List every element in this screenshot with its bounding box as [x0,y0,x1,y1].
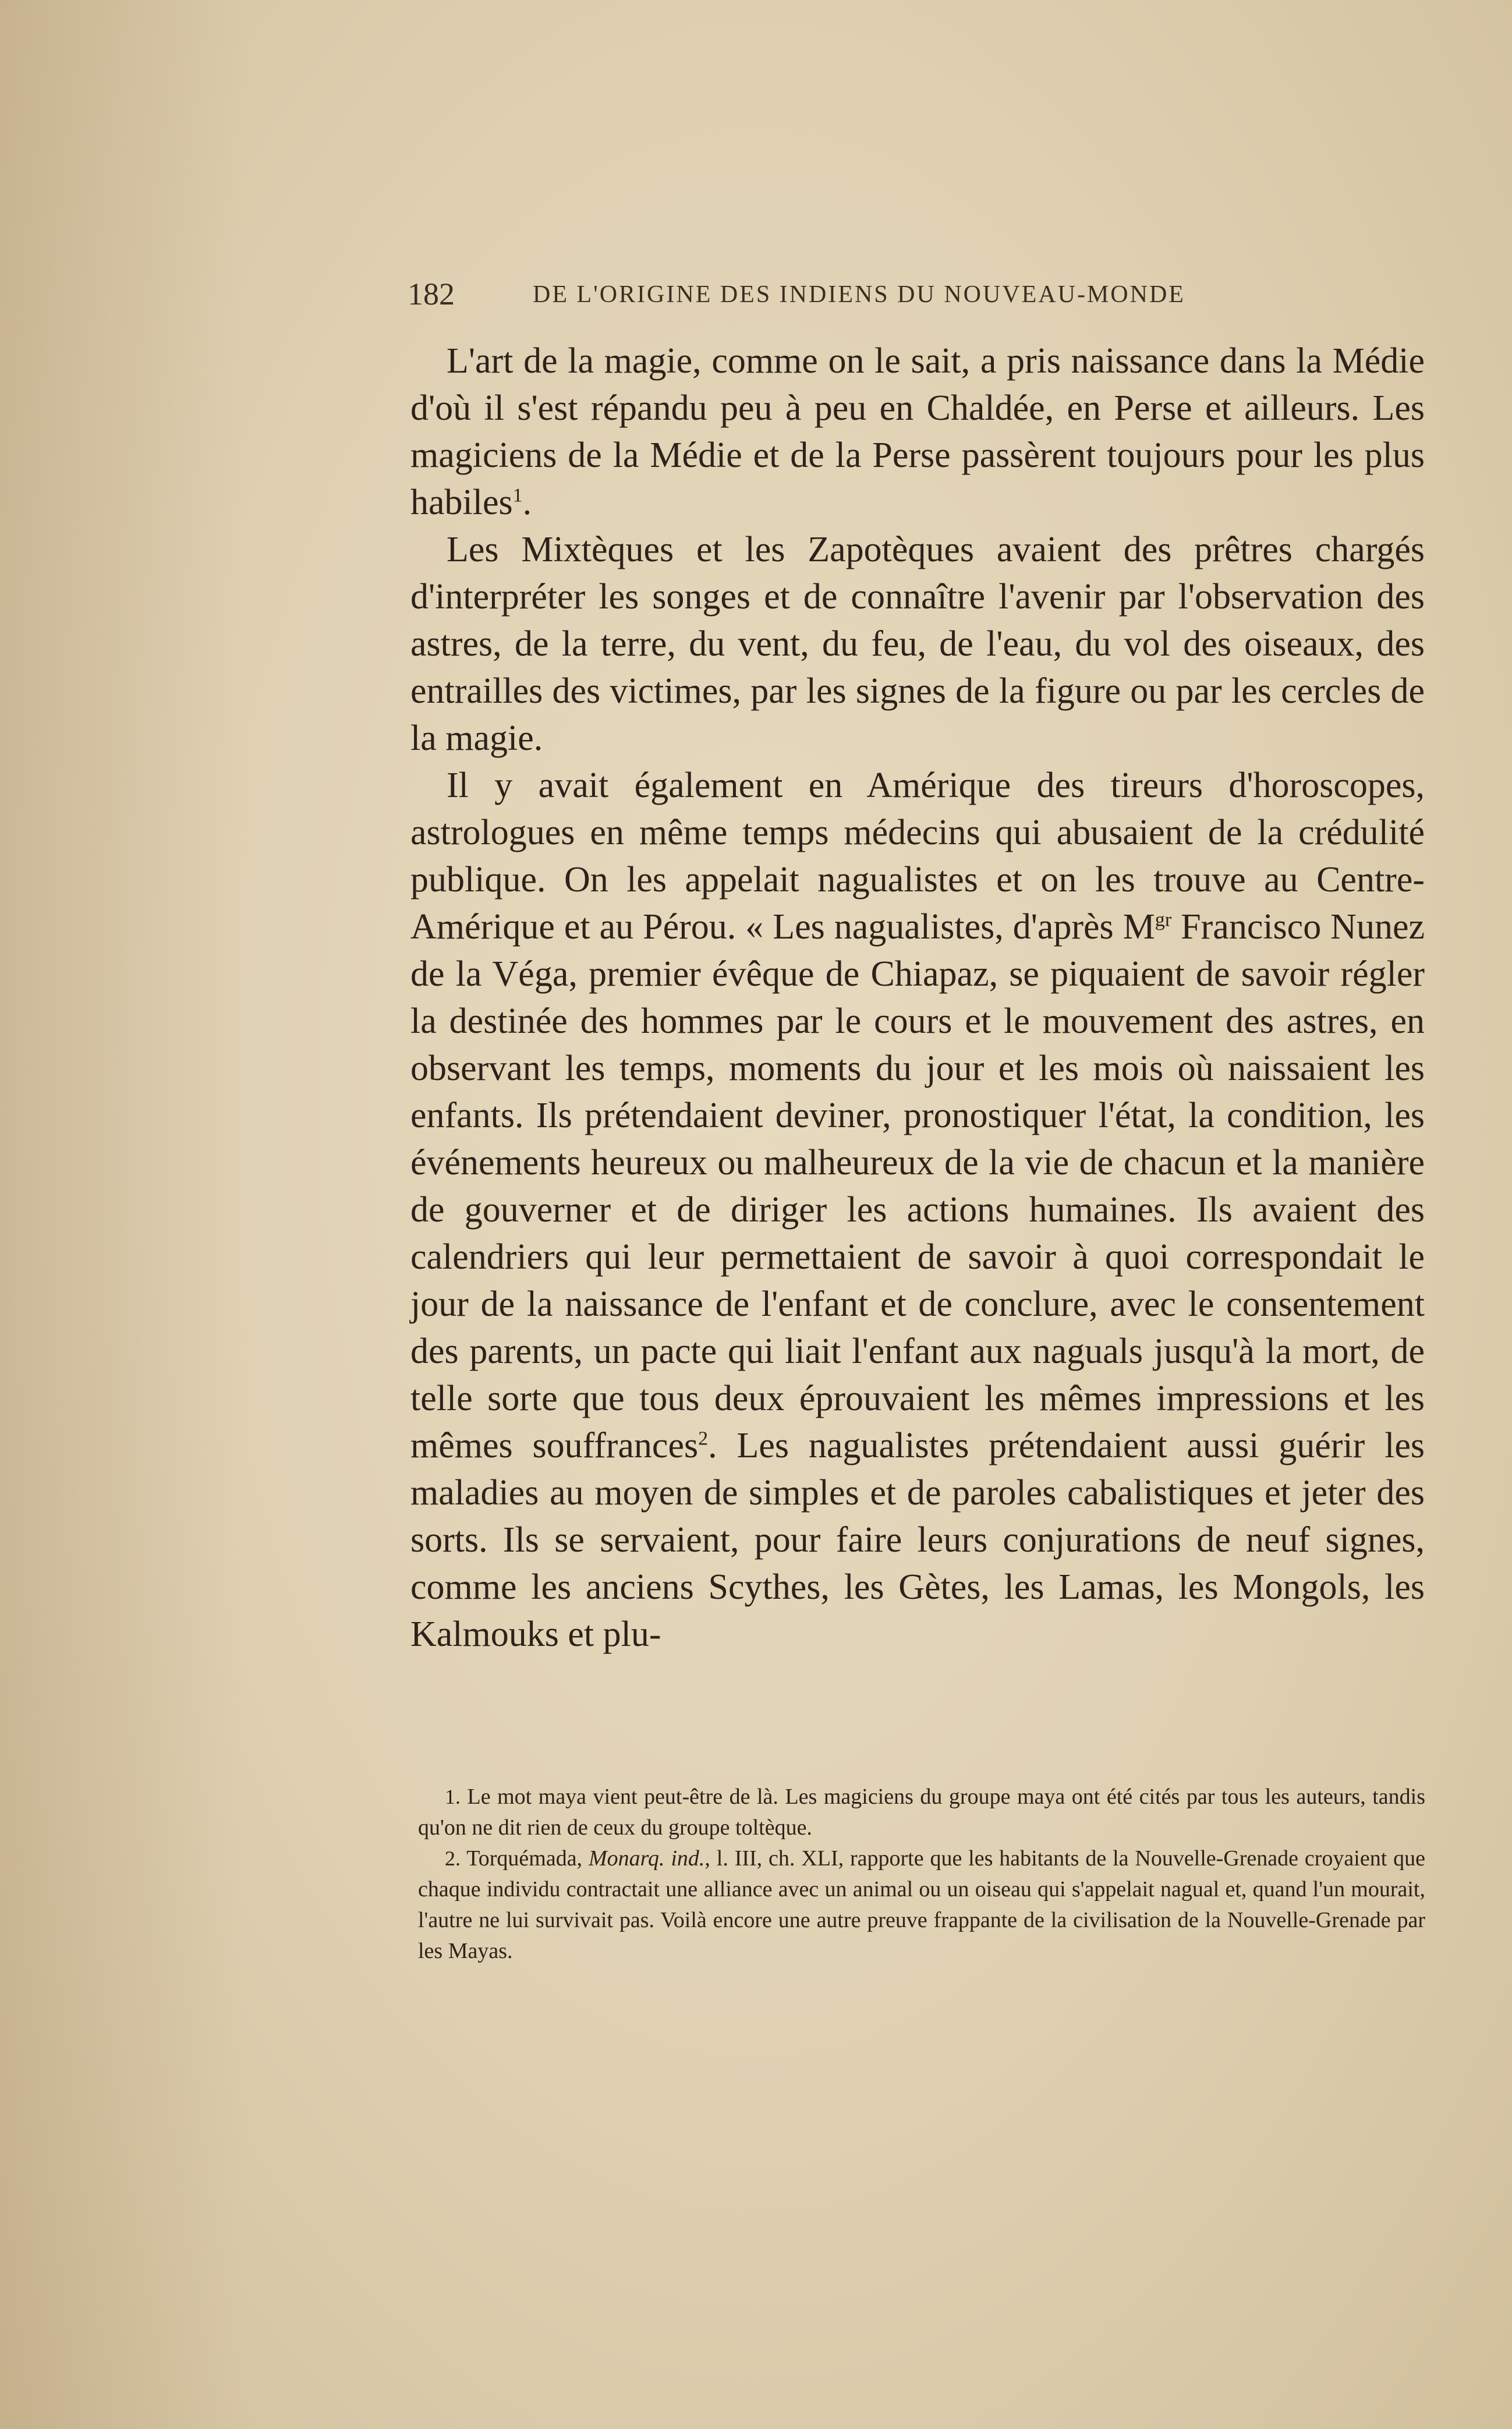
paragraph-2: Les Mixtèques et les Zapotèques avaient des prêtres chargés d'interpréter les songes et de connaître l'avenir par l'observation des astres, de la terre, du vent, du feu, de l'eau, du vol des oiseaux, des entrailles des victimes, par les signes de la figure ou par les cercles de la magie. [410,530,1425,758]
footnote-2-title: Monarq. ind. [588,1846,705,1871]
footnote-ref-1: 1 [512,484,523,507]
paragraph-1-end: . [522,483,532,522]
footnotes [418,1782,1425,1967]
paragraph-3-middle: Francisco Nunez de la Véga, premier évêque de Chiapaz, se piquaient de savoir régler la destinée des hommes par le cours et le mouvement des astres, en observant les temps, moments du jour et les mois où naissaient les enfants. Ils prétendaient deviner, pronostiquer l'état, la condition, les événements heureux ou malheureux de la vie de chacun et la manière de gouverner et de diriger les actions humaines. Ils avaient des calendriers qui leur permettaient de savoir à quoi correspondait le jour de la naissance de l'enfant et de conclure, avec le consentement des parents, un pacte qui liait l'enfant aux naguals jusqu'à la mort, de telle sorte que tous deux éprouvaient les mêmes impressions et les mêmes souffrances [410,907,1425,1465]
footnote-2 [418,1843,1425,1967]
footnote-2-number: 2. [445,1847,461,1870]
page-number: 182 [408,277,455,311]
running-head [408,274,1432,314]
paragraph-1 [410,338,1425,526]
footnote-2-prefix: Torquémada, [461,1846,589,1871]
footnote-1 [418,1782,1425,1843]
paragraph-3-start: Il y avait également en Amérique des tireurs d'horoscopes, astrologues en même temps médecins qui abusaient de la crédulité publique. On les appelait nagualistes et on les trouve au Centre-Amérique et au Pérou. « Les nagualistes, d'après M [410,766,1425,947]
footnote-1-text: Le mot maya vient peut-être de là. Les magiciens du groupe maya ont été cités par tous les auteurs, tandis qu'on ne dit rien de ceux du groupe toltèque. [418,1784,1425,1840]
paragraph-3 [410,762,1425,1658]
footnote-ref-2: 2 [698,1428,709,1450]
paper-stain [0,0,245,2429]
header-title: DE L'ORIGINE DES INDIENS DU NOUVEAU-MONDE [533,281,1185,308]
body-text [410,338,1425,1658]
footnote-1-number: 1. [445,1785,461,1808]
paragraph-3-end: . Les nagualistes prétendaient aussi guérir les maladies au moyen de simples et de paroles cabalistiques et jeter des sorts. Ils se servaient, pour faire leurs conjurations de neuf signes, comme les anciens Scythes, les Gètes, les Lamas, les Mongols, les Kalmouks et plu- [410,1426,1425,1654]
monseigneur-abbrev: gr [1155,909,1172,931]
paragraph-1-text: L'art de la magie, comme on le sait, a pris naissance dans la Médie d'où il s'est répandu peu à peu en Chaldée, en Perse et ailleurs. Les magiciens de la Médie et de la Perse passèrent toujours pour les plus habiles [410,341,1425,522]
footnote-2-text: , l. III, ch. XLI, rapporte que les habitants de la Nouvelle-Grenade croyaient que chaque individu contractait une alliance avec un animal ou un oiseau qui s'appelait nagual et, quand l'un mourait, l'autre ne lui survivait pas. Voilà encore une autre preuve frappante de la civilisation de la Nouvelle-Grenade par les Mayas. [418,1846,1425,1963]
